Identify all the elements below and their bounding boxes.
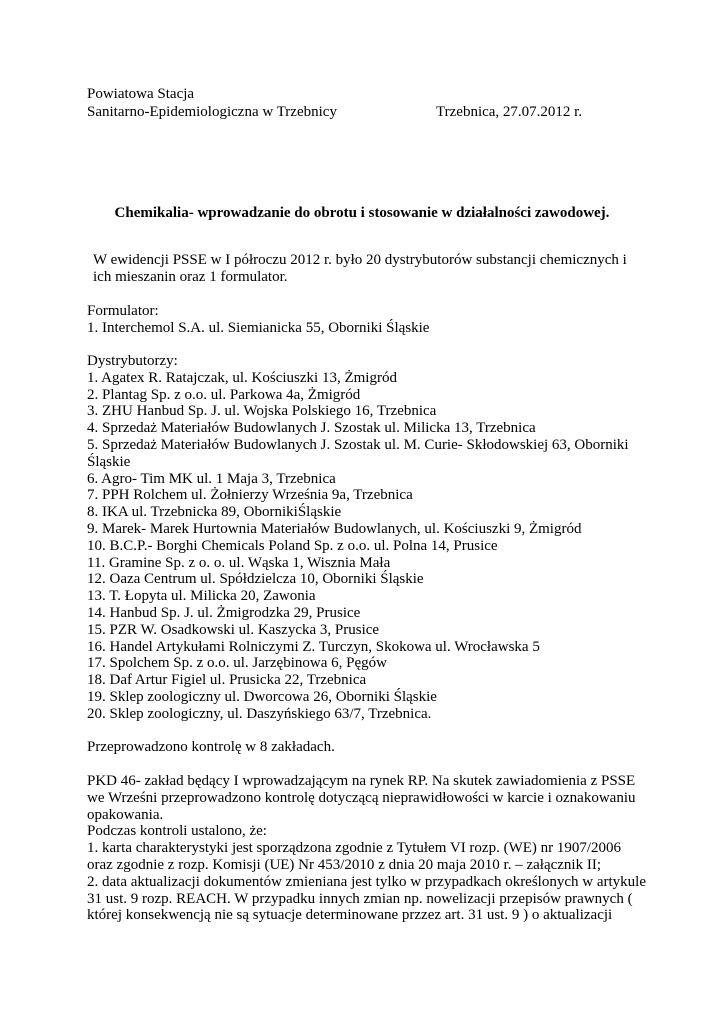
- header-organization-line1: Powiatowa Stacja: [87, 86, 195, 102]
- list-item: 11. Gramine Sp. z o. o. ul. Wąska 1, Wisznia Mała: [87, 554, 391, 571]
- controls-summary-paragraph: [87, 739, 647, 756]
- list-item: 8. IKA ul. Trzebnicka 89, ObornikiŚląskie: [87, 504, 342, 521]
- list-item: 3. ZHU Hanbud Sp. J. ul. Wojska Polskiego 16, Trzebnica: [87, 403, 437, 420]
- list-item: 9. Marek- Marek Hurtownia Materiałów Budowlanych, ul. Kościuszki 9, Żmigród: [87, 520, 582, 537]
- pkd-paragraph: [87, 773, 647, 924]
- list-item: 7. PPH Rolchem ul. Żołnierzy Września 9a, Trzebnica: [87, 487, 413, 504]
- distributors-heading: Dystrybutorzy:: [87, 353, 178, 369]
- finding-item: 2. data aktualizacji dokumentów zmieniana jest tylko w przypadkach określonych w artykule 31 ust. 9 rozp. REACH. W przypadku innych zmian np. nowelizacji przepisów prawnych ( której konsekwencją nie są sytuacje determinowane przzez art. 31 ust. 9 ) o aktualizacji: [87, 873, 646, 924]
- distributors-section: [87, 353, 647, 723]
- list-item: 1. Agatex R. Ratajczak, ul. Kościuszki 13, Żmigród: [87, 369, 397, 386]
- list-item: 12. Oaza Centrum ul. Spółdzielcza 10, Oborniki Śląskie: [87, 571, 424, 588]
- finding-item: 1. karta charakterystyki jest sporządzona zgodnie z Tytułem VI rozp. (WE) nr 1907/2006 oraz zgodnie z rozp. Komisji (UE) Nr 453/2010 z dnia 20 maja 2010 r. – załącznik II;: [87, 840, 622, 873]
- formulator-item: 1. Interchemol S.A. ul. Siemianicka 55, Oborniki Śląskie: [87, 319, 430, 336]
- list-item: 16. Handel Artykułami Rolniczymi Z. Turczyn, Skokowa ul. Wrocławska 5: [87, 638, 540, 655]
- list-item: 10. B.C.P.- Borghi Chemicals Poland Sp. z o.o. ul. Polna 14, Prusice: [87, 537, 498, 554]
- findings-heading: Podczas kontroli ustalono, że:: [87, 823, 267, 840]
- list-item: 19. Sklep zoologiczny ul. Dworcowa 26, Oborniki Śląskie: [87, 688, 437, 705]
- header-date: Trzebnica, 27.07.2012 r.: [436, 104, 583, 120]
- formulator-heading: Formulator:: [87, 303, 159, 319]
- list-item: 13. T. Łopyta ul. Milicka 20, Zawonia: [87, 588, 316, 605]
- pkd-text: PKD 46- zakład będący I wprowadzającym na rynek RP. Na skutek zawiadomienia z PSSE we Wrześni przeprowadzono kontrolę dotyczącą nieprawidłowości w karcie i oznakowaniu opakowania.: [87, 773, 636, 823]
- list-item: 2. Plantag Sp. z o.o. ul. Parkowa 4a, Żmigród: [87, 386, 361, 403]
- distributors-list: [87, 370, 647, 723]
- list-item: 4. Sprzedaż Materiałów Budowlanych J. Szostak ul. Milicka 13, Trzebnica: [87, 420, 536, 437]
- list-item: 15. PZR W. Osadkowski ul. Kaszycka 3, Prusice: [87, 621, 380, 638]
- list-item: 18. Daf Artur Figiel ul. Prusicka 22, Trzebnica: [87, 672, 367, 689]
- list-item: 20. Sklep zoologiczny, ul. Daszyńskiego 63/7, Trzebnica.: [87, 705, 432, 722]
- list-item: 17. Spolchem Sp. z o.o. ul. Jarzębinowa 6, Pęgów: [87, 655, 387, 672]
- intro-paragraph: [87, 252, 647, 286]
- list-item: 14. Hanbud Sp. J. ul. Żmigrodzka 29, Prusice: [87, 604, 361, 621]
- list-item: 6. Agro- Tim MK ul. 1 Maja 3, Trzebnica: [87, 470, 336, 487]
- document-title: Chemikalia- wprowadzanie do obrotu i stosowanie w działalności zawodowej.: [114, 205, 610, 221]
- header-organization-line2: Sanitarno-Epidemiologiczna w Trzebnicy: [87, 104, 337, 120]
- list-item: 5. Sprzedaż Materiałów Budowlanych J. Szostak ul. M. Curie- Skłodowskiej 63, Oborniki Śląskie: [87, 436, 629, 470]
- intro-text: W ewidencji PSSE w I półroczu 2012 r. było 20 dystrybutorów substancji chemicznych i ich mieszanin oraz 1 formulator.: [93, 252, 627, 285]
- formulator-section: [87, 303, 647, 337]
- controls-summary-text: Przeprowadzono kontrolę w 8 zakładach.: [87, 739, 335, 755]
